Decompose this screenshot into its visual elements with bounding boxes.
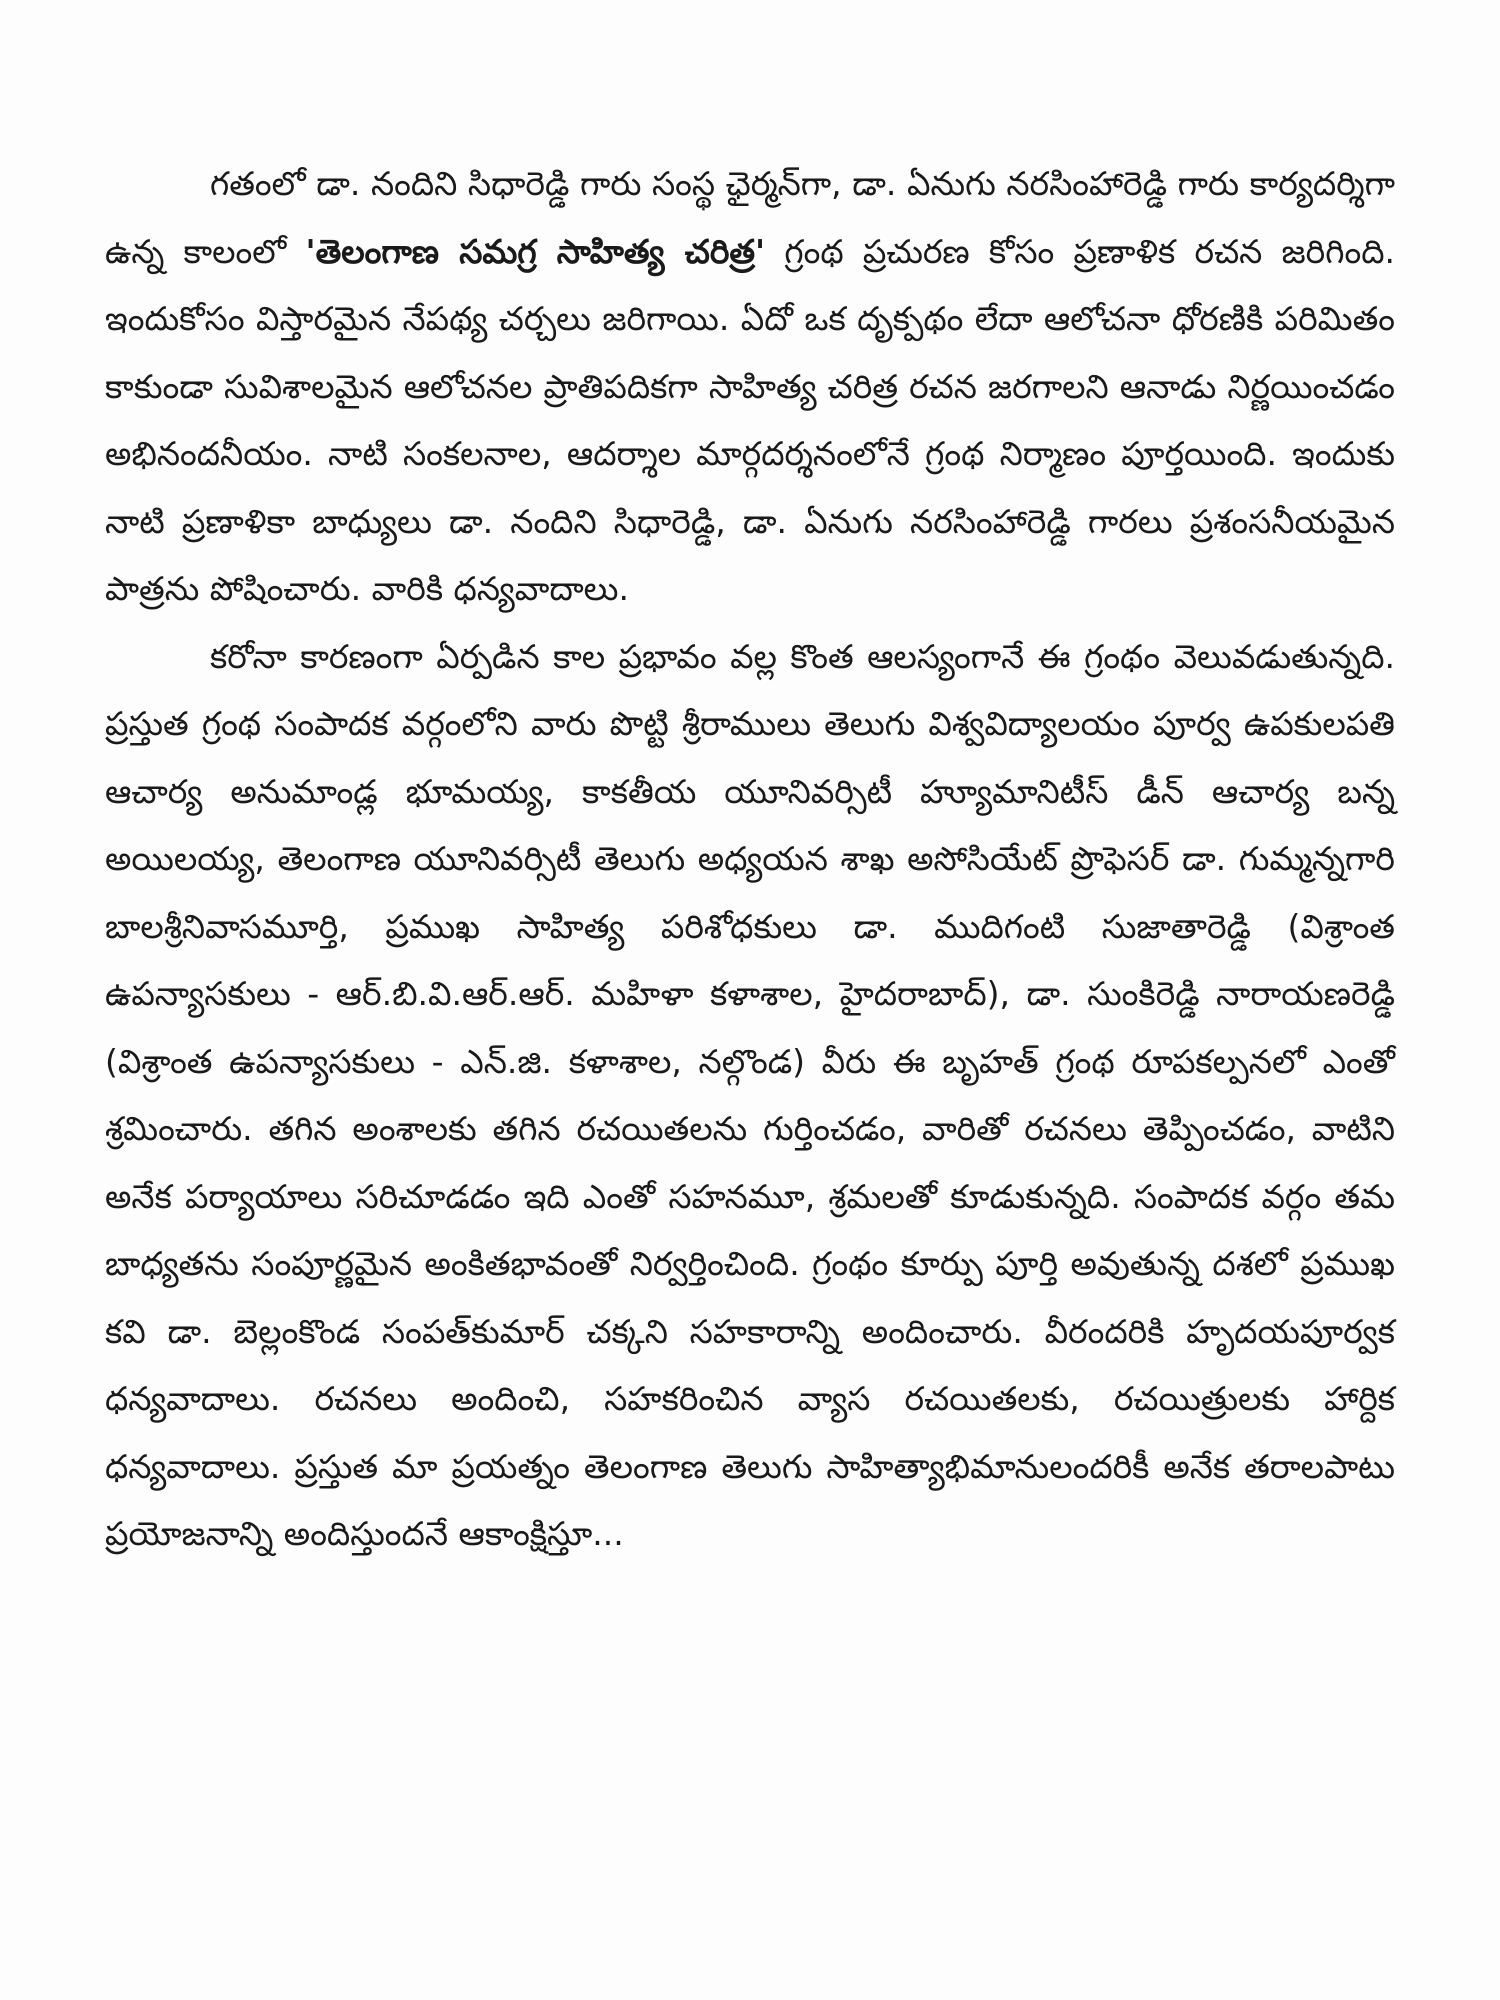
book-title: 'తెలంగాణ సమగ్ర సాహిత్య చరిత్ర' (305, 231, 766, 271)
paragraph-2: కరోనా కారణంగా ఏర్పడిన కాల ప్రభావం వల్ల కొంత ఆలస్యంగానే ఈ గ్రంథం వెలువడుతున్నది. ప్రస్తుత గ్రంథ సంపాదక వర్గంలోని వారు పొట్టి శ్రీరాములు తెలుగు విశ్వవిద్యాలయం పూర్వ ఉపకులపతి ఆచార్య అనుమాండ్ల భూమయ్య, కాకతీయ యూనివర్సిటీ హ్యూమానిటీస్ డీన్ ఆచార్య బన్న అయిలయ్య, తెలంగాణ యూనివర్సిటీ తెలుగు అధ్యయన శాఖ అసోసియేట్ ప్రొఫెసర్ డా. గుమ్మన్నగారి బాలశ్రీనివాసమూర్తి, ప్రముఖ సాహిత్య పరిశోధకులు డా. ముదిగంటి సుజాతారెడ్డి (విశ్రాంత ఉపన్యాసకులు - ఆర్.బి.వి.ఆర్.ఆర్. మహిళా కళాశాల, హైదరాబాద్), డా. సుంకిరెడ్డి నారాయణరెడ్డి (విశ్రాంత ఉపన్యాసకులు - ఎన్.జి. కళాశాల, నల్గొండ) వీరు ఈ బృహత్ గ్రంథ రూపకల్పనలో ఎంతో శ్రమించారు. తగిన అంశాలకు తగిన రచయితలను గుర్తించడం, వారితో రచనలు తెప్పించడం, వాటిని అనేక పర్యాయాలు సరిచూడడం ఇది ఎంతో సహనమూ, శ్రమలతో కూడుకున్నది. సంపాదక వర్గం తమ బాధ్యతను సంపూర్ణమైన అంకితభావంతో నిర్వర్తించింది. గ్రంథం కూర్పు పూర్తి అవుతున్న దశలో ప్రముఖ కవి డా. బెల్లంకొండ సంపత్‌కుమార్ చక్కని సహకారాన్ని అందించారు. వీరందరికి హృదయపూర్వక ధన్యవాదాలు. రచనలు అందించి, సహకరించిన వ్యాస రచయితలకు, రచయిత్రులకు హార్దిక ధన్యవాదాలు. ప్రస్తుత మా ప్రయత్నం తెలంగాణ తెలుగు సాహిత్యాభిమానులందరికీ అనేక తరాలపాటు ప్రయోజనాన్ని అందిస్తుందనే ఆకాంక్షిస్తూ... (105, 636, 1395, 1553)
paragraph-1 (105, 150, 1395, 623)
paragraph-1-part-1: గతంలో డా. నందిని సిధారెడ్డి గారు సంస్థ ఛైర్మన్‌గా, డా. ఏనుగు నరసింహారెడ్డి గారు కార్యదర్శిగా ఉన్న కాలంలో (105, 164, 1395, 271)
paragraph-1-part-2: గ్రంథ ప్రచురణ కోసం ప్రణాళిక రచన జరిగింది. ఇందుకోసం విస్తారమైన నేపథ్య చర్చలు జరిగాయి. ఏదో ఒక దృక్పథం లేదా ఆలోచనా ధోరణికి పరిమితం కాకుండా సువిశాలమైన ఆలోచనల ప్రాతిపదికగా సాహిత్య చరిత్ర రచన జరగాలని ఆనాడు నిర్ణయించడం అభినందనీయం. నాటి సంకలనాల, ఆదర్శాల మార్గదర్శనంలోనే గ్రంథ నిర్మాణం పూర్తయింది. ఇందుకు నాటి ప్రణాళికా బాధ్యులు డా. నందిని సిధారెడ్డి, డా. ఏనుగు నరసింహారెడ్డి గారలు ప్రశంసనీయమైన పాత్రను పోషించారు. వారికి ధన్యవాదాలు. (105, 231, 1396, 608)
document-body (105, 150, 1395, 1568)
